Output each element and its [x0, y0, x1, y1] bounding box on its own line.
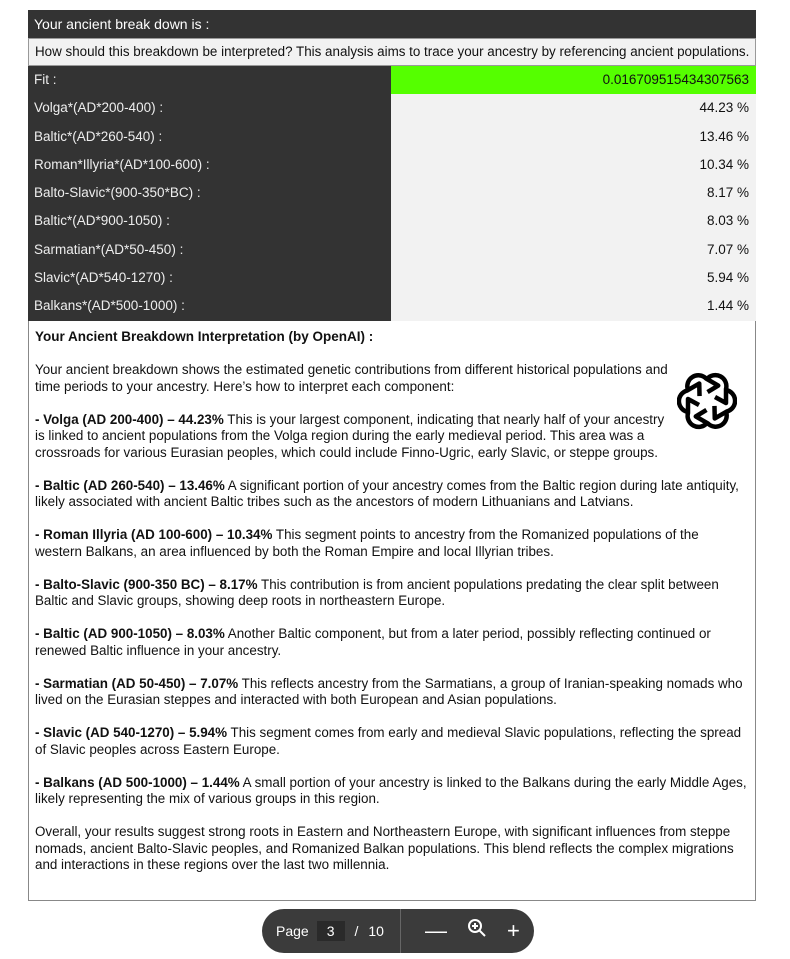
item-heading: - Roman Illyria (AD 100-600) – 10.34%	[35, 527, 273, 543]
interpretation-title: Your Ancient Breakdown Interpretation (by OpenAI) :	[35, 328, 374, 344]
page-number-input[interactable]: 3	[317, 921, 345, 941]
ancestry-row	[28, 94, 756, 122]
item-text: This segment points to ancestry from the Romanized populations of the western Balkans, an area influenced by both the Roman Empire and local Illyrian tribes.	[35, 527, 699, 559]
ancestry-row	[28, 292, 756, 320]
pdf-toolbar-container	[0, 901, 790, 959]
ancestry-row	[28, 123, 756, 151]
item-heading: - Baltic (AD 900-1050) – 8.03%	[35, 626, 225, 642]
breakdown-page	[28, 0, 756, 901]
population-label: Roman*Illyria*(AD*100-600) :	[28, 151, 391, 179]
population-percent: 44.23 %	[391, 94, 756, 122]
item-heading: - Volga (AD 200-400) – 44.23%	[35, 411, 224, 427]
ancestry-row	[28, 151, 756, 179]
interpretation-item	[35, 412, 675, 462]
interpretation-intro: Your ancient breakdown shows the estimated genetic contributions from different historical populations and time periods to your ancestry. Here’s how to interpret each component:	[35, 362, 668, 394]
population-label: Slavic*(AD*540-1270) :	[28, 264, 391, 292]
item-heading: - Baltic (AD 260-540) – 13.46%	[35, 477, 225, 493]
interpretation-conclusion: Overall, your results suggest strong roots in Eastern and Northeastern Europe, with significant influences from steppe nomads, ancient Balto-Slavic peoples, and Romanized Balkan populations. This blend reflects the complex migrations and interactions in these regions over the last two millennia.	[35, 824, 734, 873]
population-percent: 13.46 %	[391, 123, 756, 151]
zoom-icon[interactable]	[467, 918, 487, 944]
interpretation-item	[35, 478, 749, 511]
interpretation-item	[35, 725, 749, 758]
page-separator: /	[354, 923, 359, 940]
item-text: This reflects ancestry from the Sarmatians, a group of Iranian-speaking nomads who lived on the Eurasian steppes and interacted with both European and Asian populations.	[35, 675, 743, 708]
population-percent: 7.07 %	[391, 236, 756, 264]
item-text: This segment comes from early and medieval Slavic populations, reflecting the spread of Slavic peoples across Eastern Europe.	[35, 725, 742, 757]
fit-row	[28, 66, 756, 94]
item-text: A small portion of your ancestry is linked to the Balkans during the early Middle Ages, likely representing the mix of various groups in this region.	[35, 774, 747, 807]
population-percent: 8.17 %	[391, 179, 756, 207]
ancestry-row	[28, 236, 756, 264]
population-label: Balto-Slavic*(900-350*BC) :	[28, 179, 391, 207]
toolbar-divider	[400, 909, 401, 953]
population-label: Volga*(AD*200-400) :	[28, 94, 391, 122]
population-percent: 8.03 %	[391, 207, 756, 235]
population-label: Baltic*(AD*900-1050) :	[28, 207, 391, 235]
page-label: Page	[276, 923, 309, 940]
interpretation-item	[35, 577, 749, 610]
ancestry-row	[28, 179, 756, 207]
ancestry-row	[28, 207, 756, 235]
interpretation-section	[28, 321, 756, 902]
population-label: Sarmatian*(AD*50-450) :	[28, 236, 391, 264]
breakdown-subheader: How should this breakdown be interpreted? This analysis aims to trace your ancestry by referencing ancient populations.	[28, 38, 756, 66]
item-heading: - Balkans (AD 500-1000) – 1.44%	[35, 774, 240, 790]
breakdown-header: Your ancient break down is :	[28, 10, 756, 38]
population-label: Baltic*(AD*260-540) :	[28, 123, 391, 151]
zoom-in-button[interactable]: +	[506, 918, 520, 944]
pdf-page-toolbar	[262, 909, 534, 953]
population-percent: 10.34 %	[391, 151, 756, 179]
fit-value: 0.016709515434307563	[391, 66, 756, 94]
item-heading: - Sarmatian (AD 50-450) – 7.07%	[35, 675, 239, 691]
interpretation-item	[35, 626, 749, 659]
population-percent: 5.94 %	[391, 264, 756, 292]
fit-label: Fit :	[28, 66, 391, 94]
interpretation-item	[35, 527, 749, 560]
item-text: This contribution is from ancient populations predating the clear split between Baltic and Slavic groups, showing deep roots in northeastern Europe.	[35, 576, 719, 609]
population-percent: 1.44 %	[391, 292, 756, 320]
item-text: Another Baltic component, but from a later period, possibly reflecting continued or renewed Baltic influence in your ancestry.	[35, 626, 711, 658]
interpretation-item	[35, 775, 749, 808]
openai-logo-icon	[677, 371, 737, 431]
zoom-out-button[interactable]: —	[424, 918, 447, 944]
ancestry-row	[28, 264, 756, 292]
item-text: This is your largest component, indicating that nearly half of your ancestry is linked to ancient populations from the Volga region during the early medieval period. This area was a crossroads for various Eurasian peoples, which could include Finno-Ugric, early Slavic, or steppe groups.	[35, 411, 665, 460]
item-text: A significant portion of your ancestry comes from the Baltic region during late antiquity, likely associated with ancient Baltic tribes such as the ancestors of modern Lithuanians and Latvians.	[35, 477, 739, 510]
item-heading: - Balto-Slavic (900-350 BC) – 8.17%	[35, 576, 258, 592]
interpretation-item	[35, 676, 749, 709]
item-heading: - Slavic (AD 540-1270) – 5.94%	[35, 725, 228, 741]
page-total: 10	[368, 923, 384, 940]
population-label: Balkans*(AD*500-1000) :	[28, 292, 391, 320]
